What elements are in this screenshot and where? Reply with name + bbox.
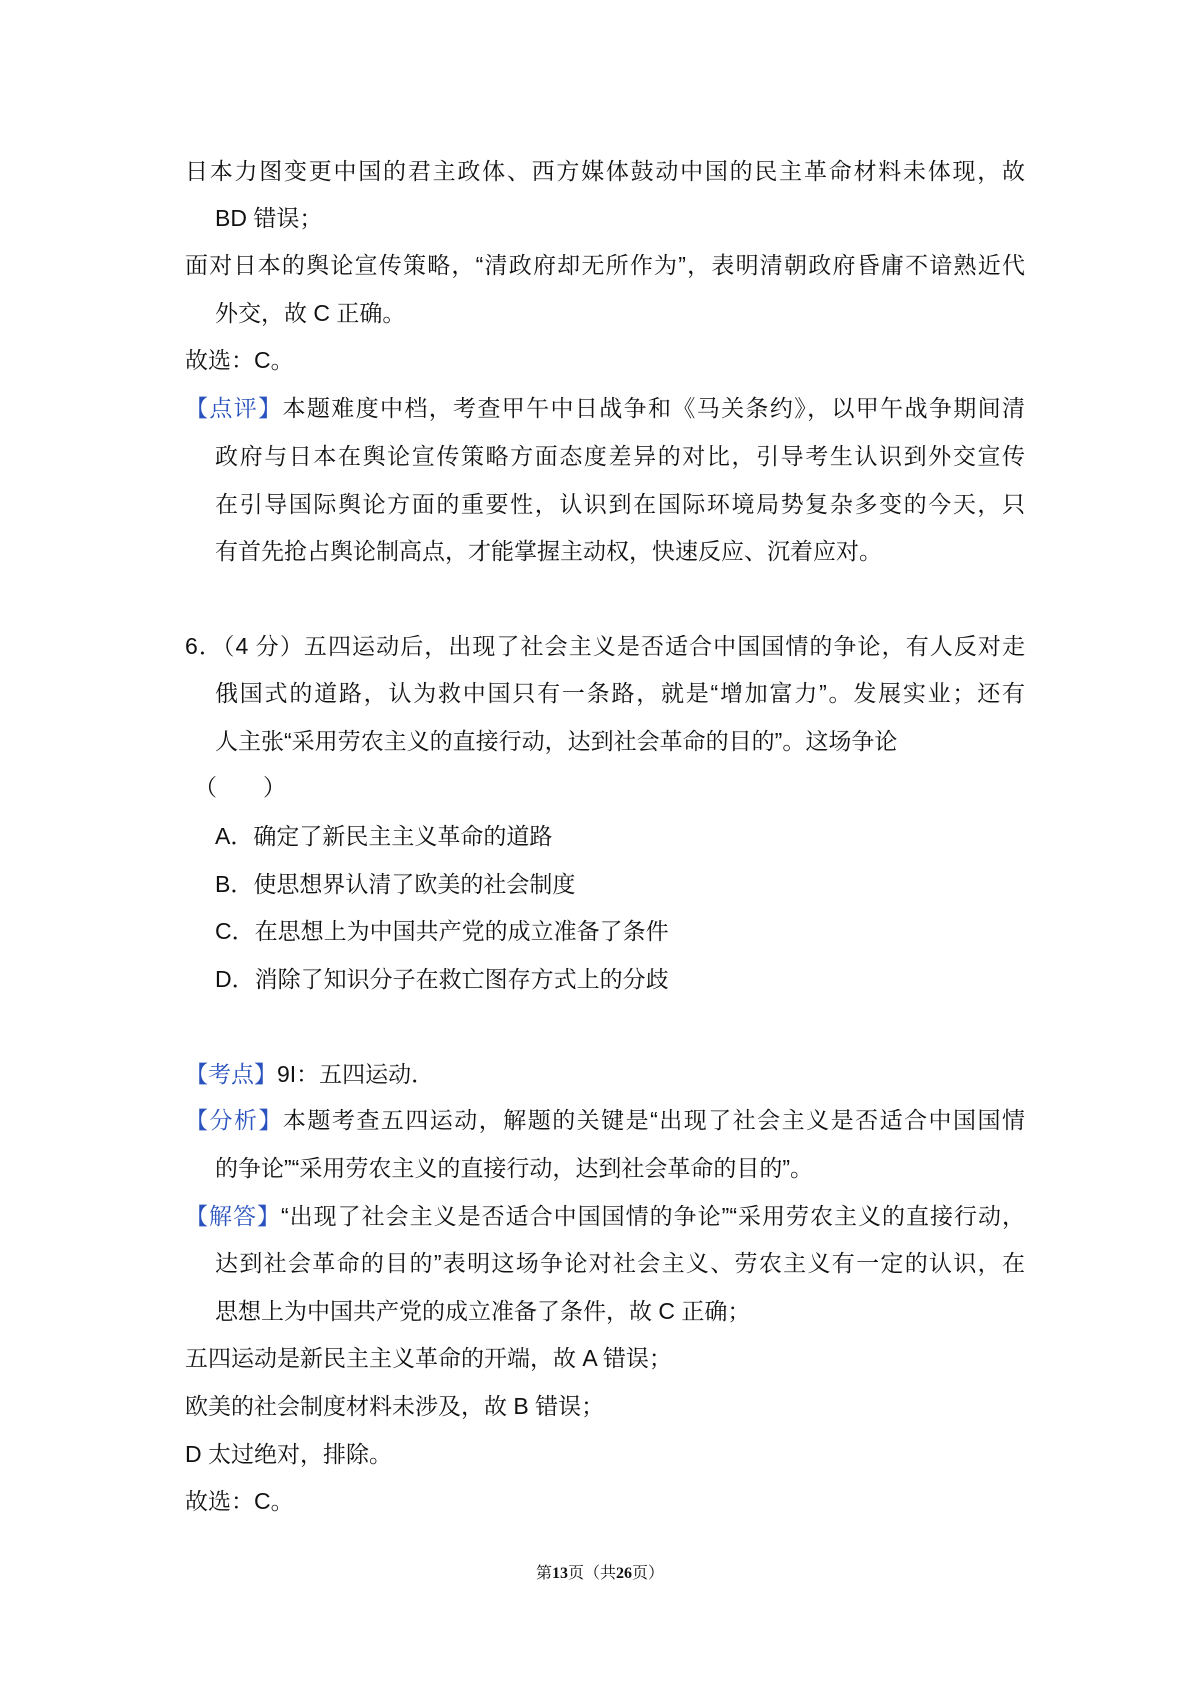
analysis-text: 本题考查五四运动，解题的关键是“出现了社会主义是否适合中国国情 xyxy=(282,1107,1025,1133)
elimination-line: D 太过绝对，排除。 xyxy=(185,1441,392,1467)
option-label: D． xyxy=(215,966,255,992)
option-text: 确定了新民主主义革命的道路 xyxy=(253,823,553,849)
option-b xyxy=(215,869,575,899)
comment-tag: 【点评】 xyxy=(185,395,283,421)
knowledge-point-tag: 【考点】 xyxy=(185,1061,277,1087)
total-pages: 26 xyxy=(616,1565,632,1582)
comment-line: 有首先抢占舆论制高点，才能掌握主动权，快速反应、沉着应对。 xyxy=(215,538,882,564)
option-label: C． xyxy=(215,918,255,944)
solution-tag: 【解答】 xyxy=(185,1203,282,1229)
solution-text: “出现了社会主义是否适合中国国情的争论”“采用劳农主义的直接行动， xyxy=(281,1203,1026,1229)
analysis-line xyxy=(185,1105,1025,1135)
comment-line xyxy=(185,393,1025,423)
comment-text: 本题难度中档，考查甲午中日战争和《马关条约》，以甲午战争期间清 xyxy=(282,395,1026,421)
analysis-line: 的争论”“采用劳农主义的直接行动，达到社会革命的目的”。 xyxy=(215,1155,813,1181)
answer-line: 外交，故 C 正确。 xyxy=(215,300,406,326)
page-footer xyxy=(0,1562,1200,1586)
solution-line: 思想上为中国共产党的成立准备了条件，故 C 正确； xyxy=(215,1298,751,1324)
option-label: A． xyxy=(215,823,254,849)
footer-middle: 页（共 xyxy=(567,1565,616,1582)
option-text: 在思想上为中国共产党的成立准备了条件 xyxy=(254,918,669,944)
option-d xyxy=(215,964,669,994)
option-c xyxy=(215,916,669,946)
footer-prefix: 第 xyxy=(535,1565,552,1582)
comment-line: 政府与日本在舆论宣传策略方面态度差异的对比，引导考生认识到外交宣传 xyxy=(215,443,1025,469)
elimination-line: 五四运动是新民主主义革命的开端，故 A 错误； xyxy=(185,1345,672,1371)
answer-blank: （ ） xyxy=(194,774,286,800)
answer-choice: 故选：C。 xyxy=(185,1488,294,1514)
question-stem-line: 6．（4 分）五四运动后，出现了社会主义是否适合中国国情的争论，有人反对走 xyxy=(185,633,1025,659)
solution-line: 达到社会革命的目的”表明这场争论对社会主义、劳农主义有一定的认识，在 xyxy=(215,1250,1025,1276)
option-text: 使思想界认清了欧美的社会制度 xyxy=(253,871,576,897)
option-label: B． xyxy=(215,871,254,897)
analysis-tag: 【分析】 xyxy=(185,1107,283,1133)
footer-suffix: 页） xyxy=(632,1565,665,1582)
comment-line: 在引导国际舆论方面的重要性，认识到在国际环境局势复杂多变的今天，只 xyxy=(215,491,1025,517)
answer-line: 面对日本的舆论宣传策略，“清政府却无所作为”，表明清朝政府昏庸不谙熟近代 xyxy=(185,252,1025,278)
page-number: 13 xyxy=(551,1565,568,1582)
knowledge-point-text: 9I：五四运动． xyxy=(277,1061,435,1087)
option-a xyxy=(215,821,552,851)
question-stem-line: 俄国式的道路，认为救中国只有一条路，就是“增加富力”。发展实业；还有 xyxy=(215,680,1025,706)
elimination-line: 欧美的社会制度材料未涉及，故 B 错误； xyxy=(185,1393,605,1419)
answer-line: 日本力图变更中国的君主政体、西方媒体鼓动中国的民主革命材料未体现，故 xyxy=(185,158,1025,184)
option-text: 消除了知识分子在救亡图存方式上的分歧 xyxy=(254,966,669,992)
answer-choice: 故选：C。 xyxy=(185,347,294,373)
solution-line xyxy=(185,1201,1025,1231)
knowledge-point-line xyxy=(185,1059,434,1089)
question-stem-line: 人主张“采用劳农主义的直接行动，达到社会革命的目的”。这场争论 xyxy=(215,728,898,754)
answer-line: BD 错误； xyxy=(215,205,323,231)
